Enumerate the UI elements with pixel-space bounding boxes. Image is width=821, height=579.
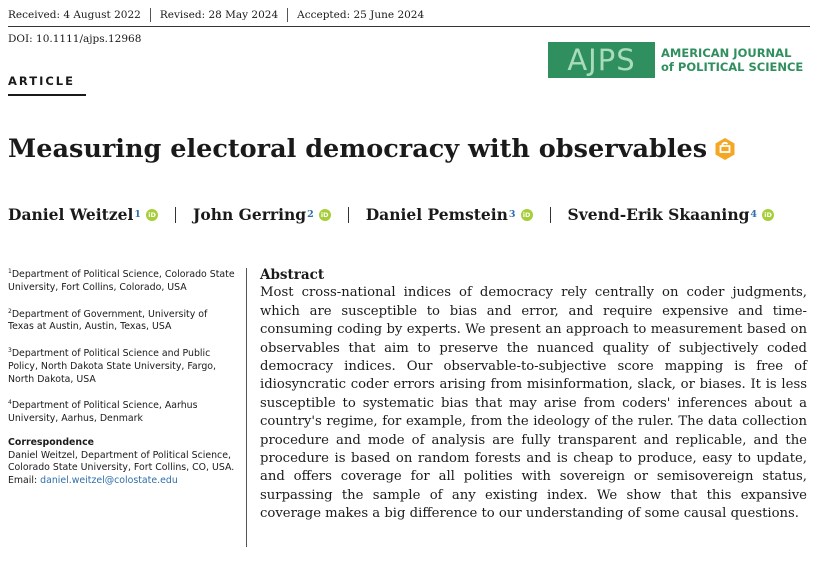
orcid-icon[interactable]: iD bbox=[762, 209, 774, 221]
date-separator bbox=[150, 8, 151, 22]
email-link[interactable]: daniel.weitzel@colostate.edu bbox=[40, 474, 178, 486]
accepted-date: Accepted: 25 June 2024 bbox=[297, 9, 425, 21]
author-gerring[interactable] bbox=[193, 205, 331, 224]
author-name: Svend-Erik Skaaning bbox=[567, 205, 750, 224]
article-type-label: ARTICLE bbox=[8, 74, 75, 88]
correspondence-text: Daniel Weitzel, Department of Political Science, Colorado State University, Fort Collins, CO, USA. bbox=[8, 449, 235, 474]
header-rule bbox=[8, 26, 810, 27]
affiliation-number: 3 bbox=[8, 347, 12, 355]
abstract-body: Most cross-national indices of democracy rely centrally on coder judgments, which are susceptible to bias and error, and require expensive and time-consuming coding by experts. We present an approach to measurement based on observables that aim to preserve the nuanced quality of subjectively coded democracy indices. Our observable-to-subjective score mapping is free of idiosyncratic coder errors arising from misinformation, slack, or biases. It is less susceptible to systematic bias that may arise from coders' inferences about a country's regime, for example, from the ideology of the ruler. The data collection procedure and mode of analysis are fully transparent and replicable, and the procedure is based on random forests and is cheap to produce, easy to update, and offers coverage for all polities with sovereign or semisovereign status, surpassing the sample of any existing index. We show that this expansive coverage makes a big difference to our understanding of some causal questions. bbox=[260, 285, 807, 522]
email-label: Email: bbox=[8, 474, 41, 486]
affiliation-2 bbox=[8, 306, 236, 335]
affiliation-number: 4 bbox=[8, 399, 12, 407]
affiliation-text: Department of Government, University of Texas at Austin, Austin, Texas, USA bbox=[8, 308, 208, 333]
journal-logo[interactable] bbox=[548, 42, 803, 78]
author-skaaning[interactable] bbox=[568, 205, 775, 224]
affiliation-number: 1 bbox=[8, 268, 12, 275]
affiliation-ref[interactable]: 3 bbox=[508, 209, 516, 220]
author-list bbox=[8, 205, 774, 224]
logo-abbr: AJPS bbox=[548, 42, 655, 78]
author-separator bbox=[175, 207, 176, 223]
affiliation-ref[interactable]: 2 bbox=[307, 209, 314, 220]
affiliation-ref[interactable]: 4 bbox=[750, 209, 758, 220]
affiliation-number: 2 bbox=[8, 307, 12, 315]
affiliation-text: Department of Political Science, Colorado State University, Fort Collins, Colorado, USA bbox=[8, 269, 235, 293]
article-dates bbox=[8, 8, 424, 22]
paper-title-row bbox=[8, 134, 737, 164]
paper-title: Measuring electoral democracy with observables bbox=[8, 134, 708, 164]
date-separator bbox=[287, 8, 288, 22]
affiliation-1 bbox=[8, 266, 236, 295]
correspondence-email-row bbox=[8, 475, 236, 488]
logo-line-1: AMERICAN JOURNAL bbox=[661, 46, 792, 60]
column-divider bbox=[246, 268, 247, 547]
correspondence-title: Correspondence bbox=[8, 436, 94, 448]
doi[interactable]: DOI: 10.1111/ajps.12968 bbox=[8, 33, 142, 45]
article-label-rule bbox=[8, 94, 86, 96]
affiliation-4 bbox=[8, 397, 236, 426]
revised-date: Revised: 28 May 2024 bbox=[159, 9, 279, 21]
received-date: Received: 4 August 2022 bbox=[8, 9, 141, 21]
affiliation-ref[interactable]: 1 bbox=[134, 209, 142, 220]
author-separator bbox=[348, 207, 349, 223]
author-pemstein[interactable] bbox=[366, 205, 533, 224]
affiliation-3 bbox=[8, 345, 236, 386]
logo-line-2: of POLITICAL SCIENCE bbox=[661, 60, 804, 74]
author-weitzel[interactable] bbox=[8, 205, 158, 224]
logo-journal-name bbox=[661, 46, 803, 74]
abstract-section bbox=[260, 266, 807, 524]
affiliations-sidebar bbox=[8, 266, 236, 488]
author-name: John Gerring bbox=[193, 205, 307, 224]
author-name: Daniel Pemstein bbox=[365, 205, 508, 224]
abstract-title: Abstract bbox=[260, 267, 325, 283]
orcid-icon[interactable]: iD bbox=[146, 209, 158, 221]
orcid-icon[interactable]: iD bbox=[521, 209, 533, 221]
affiliation-text: Department of Political Science and Public Policy, North Dakota State University, Fargo, North Dakota, USA bbox=[8, 348, 217, 385]
author-name: Daniel Weitzel bbox=[8, 205, 134, 224]
orcid-icon[interactable]: iD bbox=[319, 209, 331, 221]
open-access-icon[interactable] bbox=[713, 137, 737, 161]
author-separator bbox=[550, 207, 551, 223]
affiliation-text: Department of Political Science, Aarhus University, Aarhus, Denmark bbox=[8, 400, 198, 425]
